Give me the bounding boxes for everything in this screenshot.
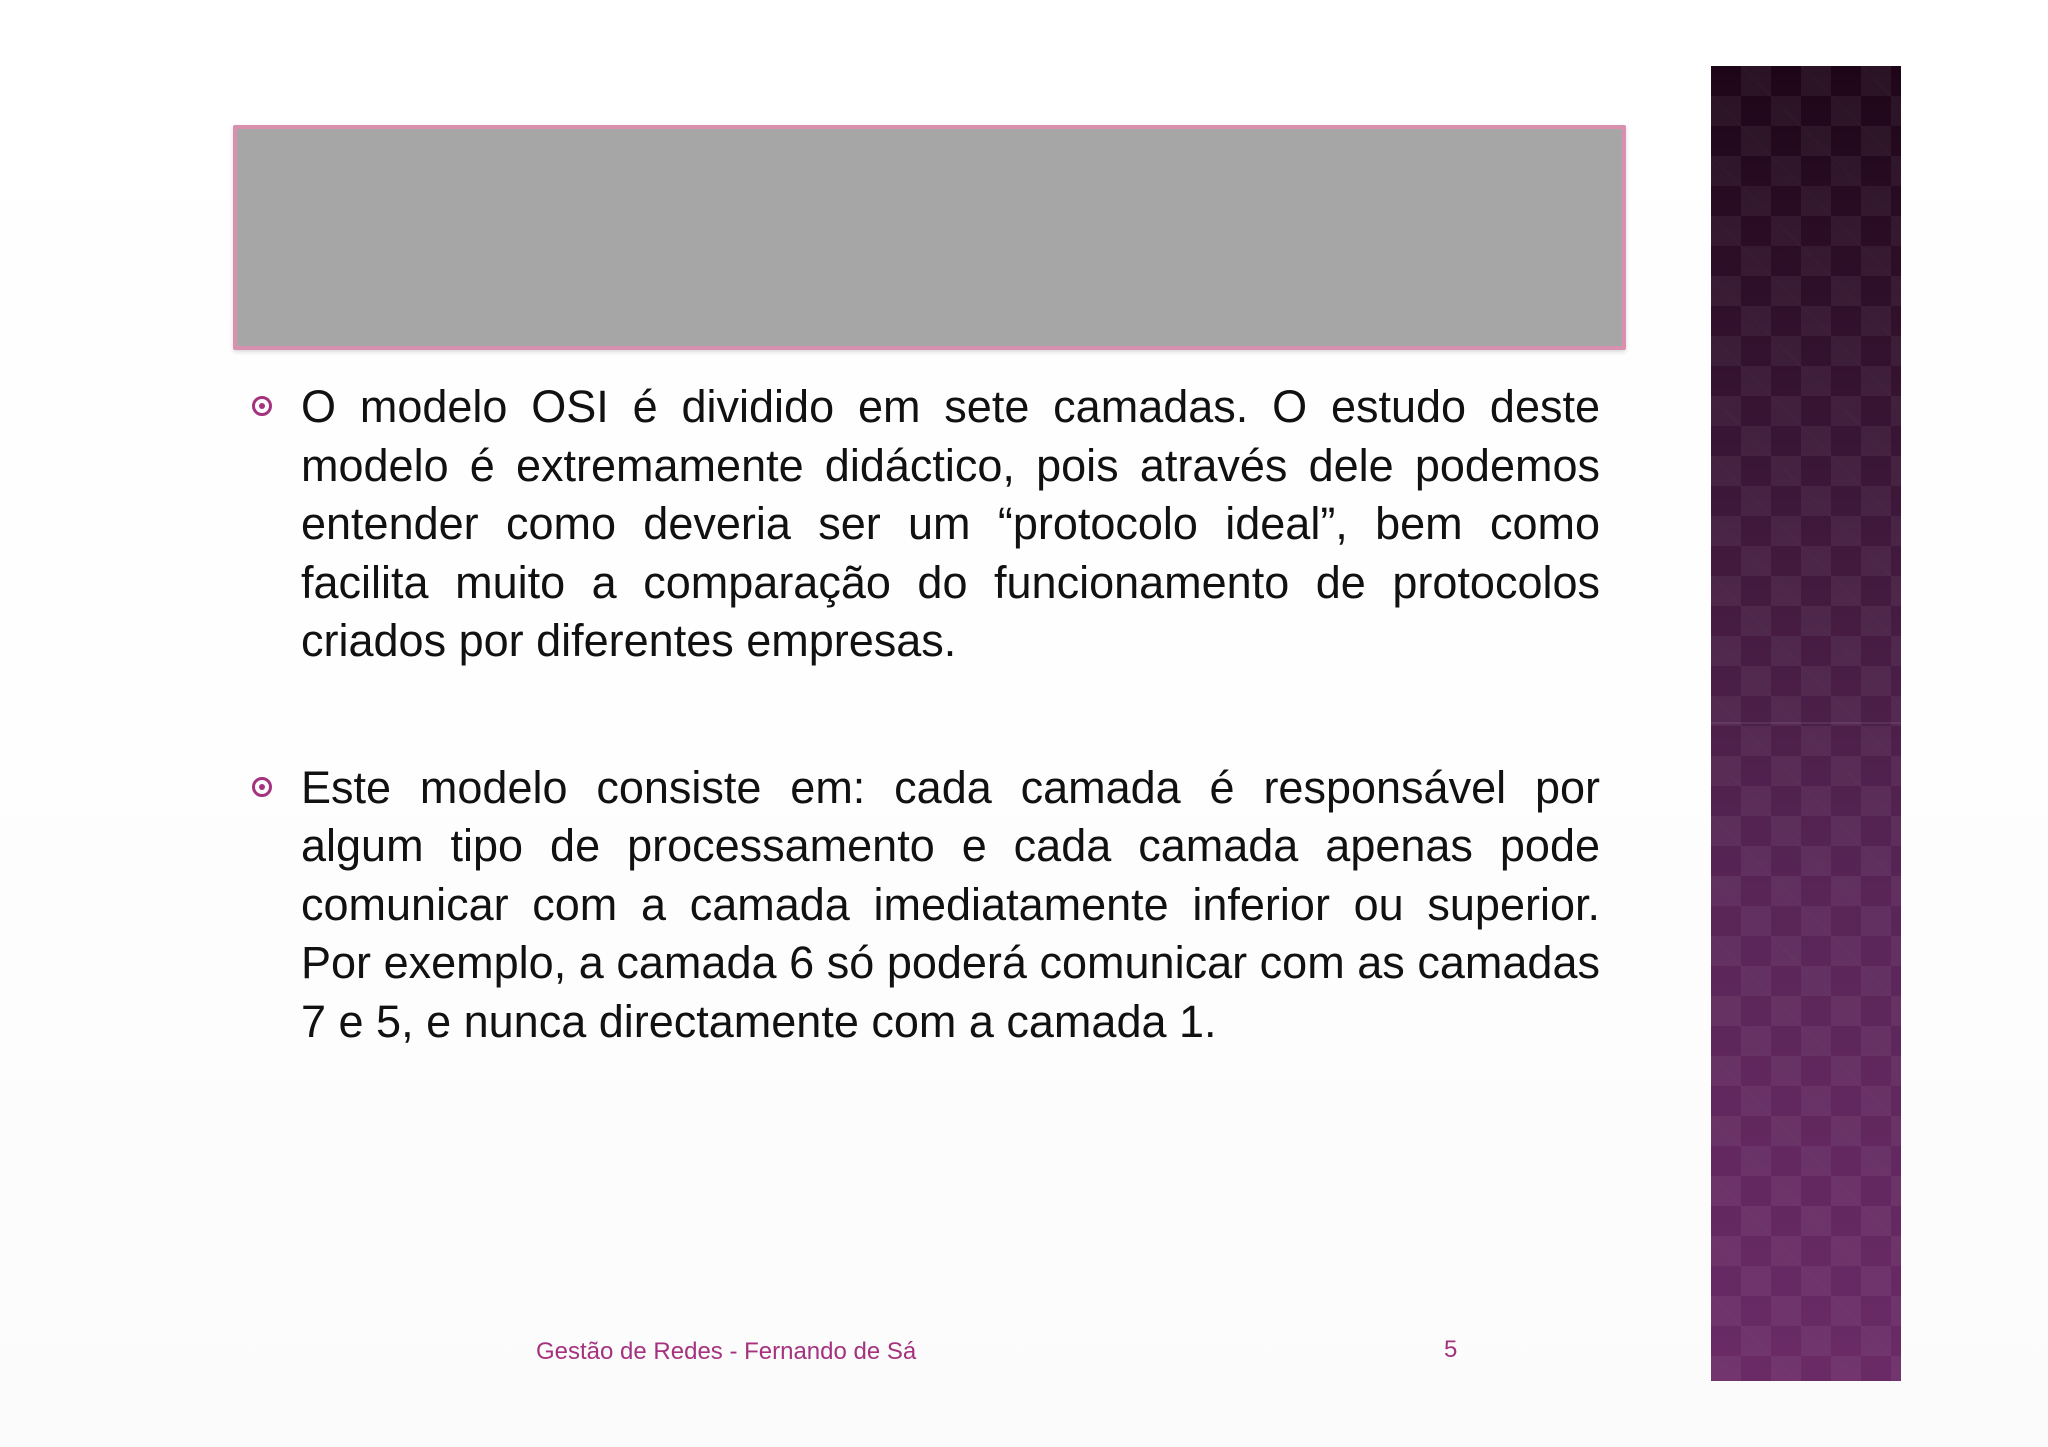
slide-title-bar xyxy=(233,125,1626,350)
side-band-seam xyxy=(1711,722,1901,724)
slide-body xyxy=(245,378,1600,1051)
bullet-text: O modelo OSI é dividido em sete camadas. O estudo deste modelo é extremamente didáctico, pois através dele podemos entender como deveria ser um “protocolo ideal”, bem como facilita muito a comparação do funcionamento de protocolos criados por diferentes empresas. xyxy=(301,381,1600,666)
decorative-side-band xyxy=(1711,66,1901,1381)
bullet-item xyxy=(245,759,1600,1052)
bullet-text: Este modelo consiste em: cada camada é responsável por algum tipo de processamento e cada camada apenas pode comunicar com a camada imediatamente inferior ou superior. Por exemplo, a camada 6 só poderá comunicar com as camadas 7 e 5, e nunca directamente com a camada 1. xyxy=(301,761,1600,1047)
slide-footer: Gestão de Redes - Fernando de Sá xyxy=(536,1338,917,1365)
circle-dot-bullet-icon xyxy=(252,777,272,797)
circle-dot-bullet-icon xyxy=(252,396,272,416)
page-number: 5 xyxy=(1444,1336,1458,1363)
bullet-item xyxy=(245,378,1600,671)
